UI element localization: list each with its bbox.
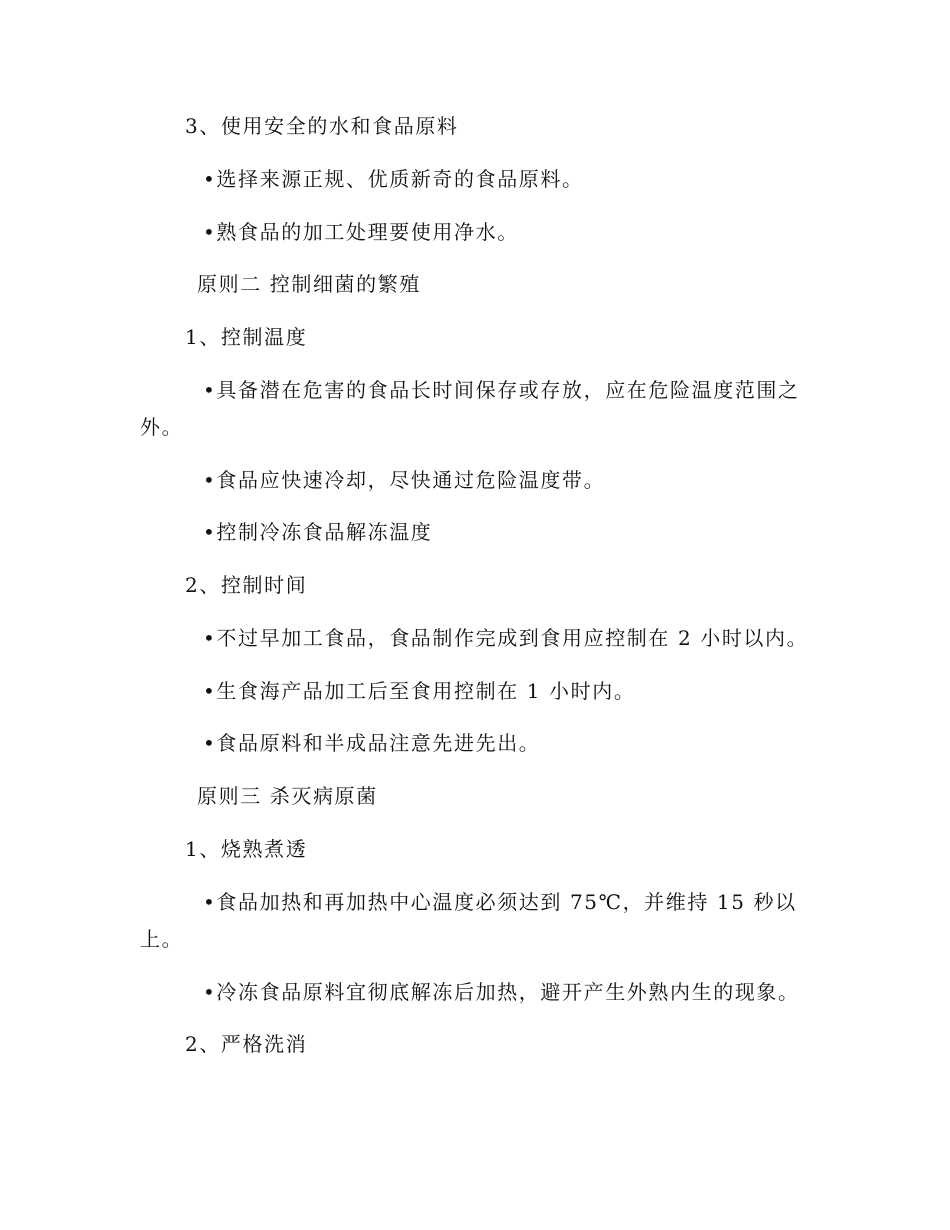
principle-two-heading: 原则二 控制细菌的繁殖 [197, 272, 421, 296]
item-title-control-temperature: 1、控制温度 [185, 325, 308, 349]
item-title-control-time: 2、控制时间 [185, 573, 308, 597]
bullet-two-hours: •不过早加工食品，食品制作完成到食用应控制在 2 小时以内。 [203, 626, 809, 650]
bullet-frozen-thawing: •冷冻食品原料宜彻底解冻后加热，避开产生外熟内生的现象。 [203, 980, 800, 1004]
bullet-core-temperature: •食品加热和再加热中心温度必须达到 75℃，并维持 15 秒以 [203, 890, 797, 914]
bullet-rapid-cooling: •食品应快速冷却，尽快通过危险温度带。 [203, 468, 606, 492]
bullet-thawing-temperature: •控制冷冻食品解冻温度 [203, 520, 433, 544]
bullet-clean-water: •熟食品的加工处理要使用净水。 [203, 220, 519, 244]
principle-three-heading: 原则三 杀灭病原菌 [197, 784, 378, 808]
bullet-core-temperature-cont: 上。 [140, 927, 184, 951]
item-title-strict-washing: 2、严格洗消 [185, 1032, 308, 1056]
item-title-safe-water: 3、使用安全的水和食品原料 [185, 114, 459, 138]
bullet-first-in-first-out: •食品原料和半成品注意先进先出。 [203, 731, 541, 755]
bullet-one-hour: •生食海产品加工后至食用控制在 1 小时内。 [203, 679, 636, 703]
bullet-storage-temperature: •具备潜在危害的食品长时间保存或存放，应在危险温度范围之 [203, 378, 800, 402]
bullet-storage-temperature-cont: 外。 [140, 415, 184, 439]
bullet-raw-materials: •选择来源正规、优质新奇的食品原料。 [203, 167, 584, 191]
item-title-cook-thoroughly: 1、烧熟煮透 [185, 837, 308, 861]
